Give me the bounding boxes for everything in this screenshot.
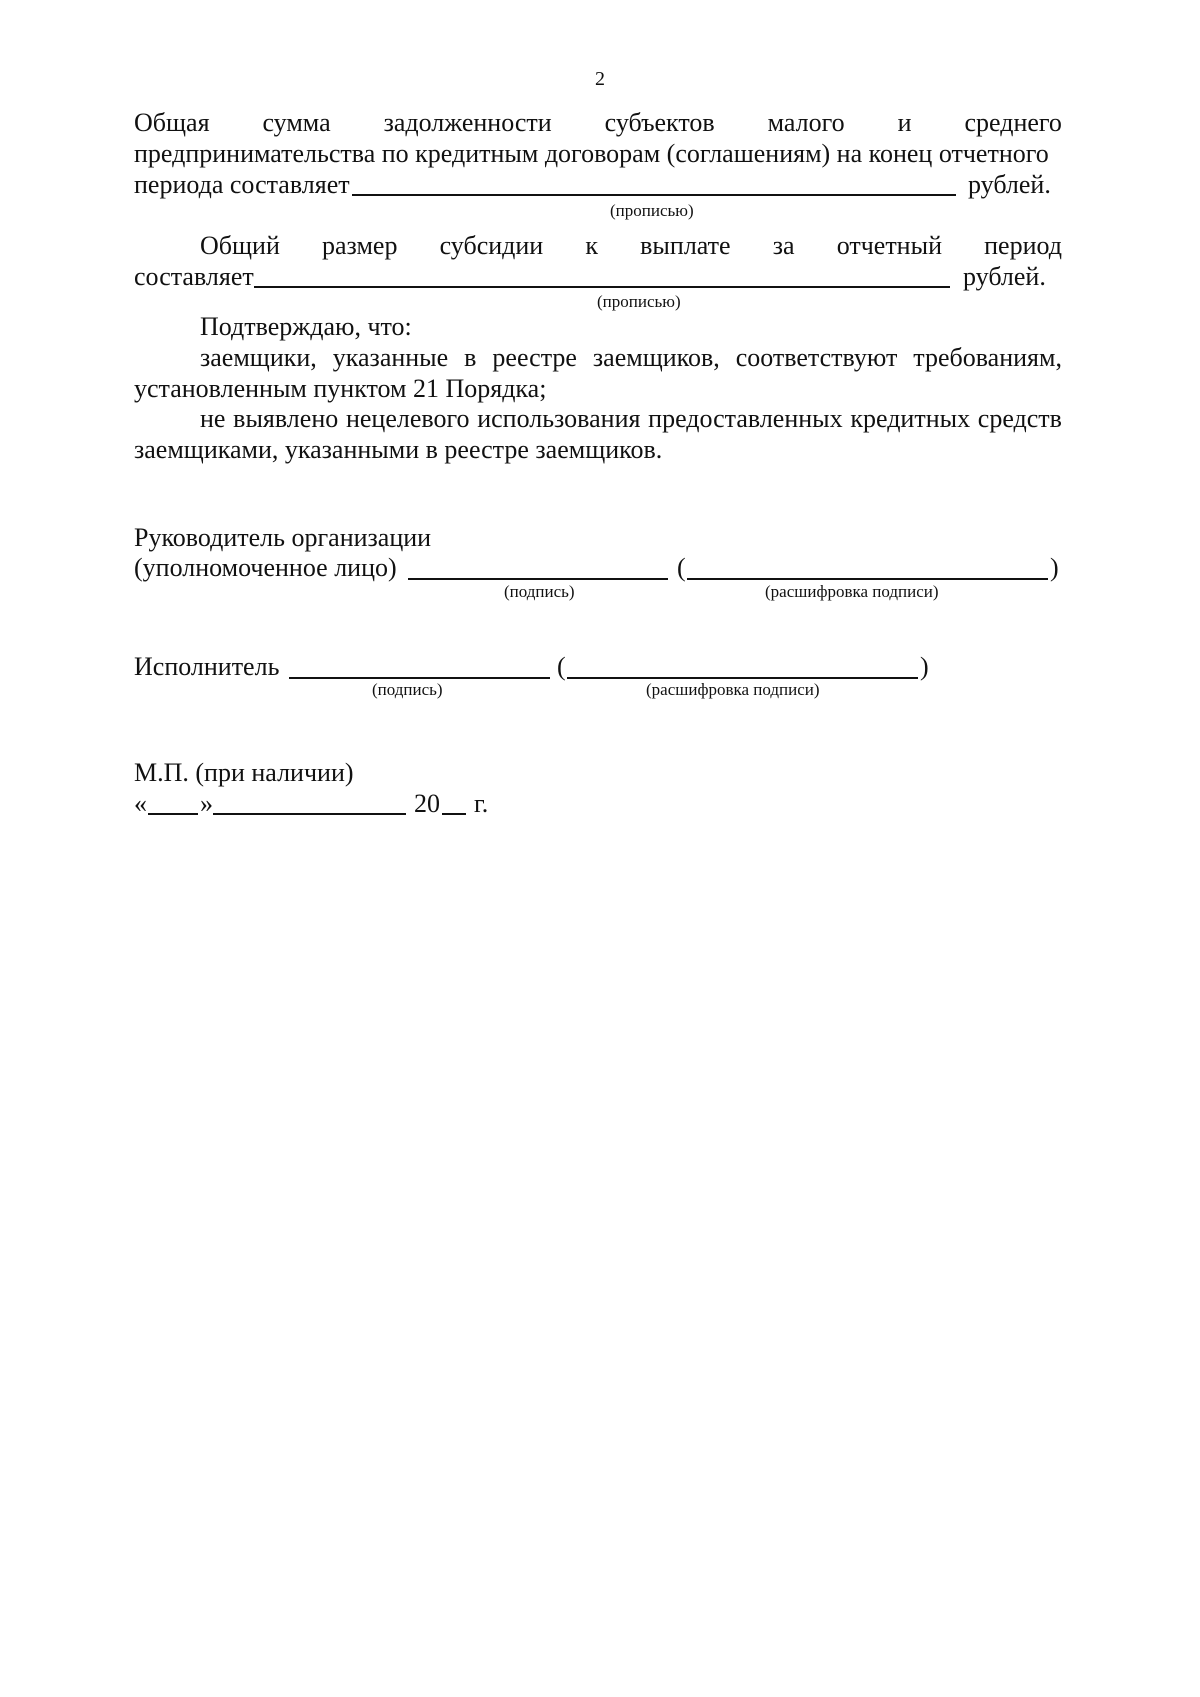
subsidy-word: отчетный <box>836 231 942 260</box>
date-quote-close: » <box>200 789 213 818</box>
confirmation-item-1-line-1 <box>200 343 1062 373</box>
confirmation-item-1-line-2: установленным пунктом 21 Порядка; <box>134 374 547 403</box>
confirmation-word: не <box>200 404 226 433</box>
subsidy-unit: рублей. <box>963 262 1046 291</box>
head-decode-line[interactable] <box>687 578 1048 580</box>
confirmation-word: в <box>464 343 477 372</box>
date-month-line[interactable] <box>213 813 406 815</box>
executor-close-paren: ) <box>920 652 929 681</box>
subsidy-hint: (прописью) <box>597 292 681 311</box>
confirmation-word: предоставленных <box>648 404 843 433</box>
debt-word: задолженности <box>383 108 552 137</box>
head-title-line-1: Руководитель организации <box>134 523 432 552</box>
executor-decode-hint: (расшифровка подписи) <box>646 680 820 699</box>
debt-unit: рублей. <box>968 170 1051 199</box>
subsidy-word: Общий <box>200 231 280 260</box>
subsidy-word: субсидии <box>439 231 544 260</box>
debt-line-1 <box>134 108 1062 138</box>
subsidy-word: размер <box>322 231 398 260</box>
subsidy-word: за <box>772 231 795 260</box>
confirmation-word: заемщиков, <box>592 343 720 372</box>
confirmation-item-2-line-2: заемщиками, указанными в реестре заемщиков. <box>134 435 663 464</box>
date-year-line[interactable] <box>442 813 466 815</box>
confirmation-word: средств <box>977 404 1062 433</box>
subsidy-amount-line[interactable] <box>254 286 950 288</box>
head-open-paren: ( <box>677 553 686 582</box>
debt-word: среднего <box>964 108 1062 137</box>
debt-line-2: предпринимательства по кредитным договорам (соглашениям) на конец отчетного <box>134 139 1049 168</box>
date-year-prefix: 20 <box>414 789 440 818</box>
confirmation-item-2-line-1 <box>200 404 1062 434</box>
stamp-label: М.П. (при наличии) <box>134 758 354 787</box>
confirmation-word: кредитных <box>850 404 971 433</box>
head-signature-hint: (подпись) <box>504 582 575 601</box>
debt-word: малого <box>767 108 845 137</box>
head-title-line-2: (уполномоченное лицо) <box>134 553 397 582</box>
date-quote-open: « <box>134 789 147 818</box>
page-number: 2 <box>595 68 605 90</box>
date-year-suffix: г. <box>474 789 489 818</box>
head-decode-hint: (расшифровка подписи) <box>765 582 939 601</box>
subsidy-line-2-prefix: составляет <box>134 262 254 291</box>
subsidy-word: выплате <box>640 231 731 260</box>
confirmation-word: указанные <box>332 343 449 372</box>
subsidy-word: к <box>585 231 598 260</box>
debt-hint: (прописью) <box>610 201 694 220</box>
executor-decode-line[interactable] <box>567 677 918 679</box>
confirmation-word: использования <box>477 404 641 433</box>
debt-word: Общая <box>134 108 210 137</box>
confirmation-word: выявлено <box>233 404 339 433</box>
debt-word: сумма <box>262 108 331 137</box>
subsidy-line-1 <box>200 231 1062 261</box>
confirmation-word: заемщики, <box>200 343 317 372</box>
executor-signature-line[interactable] <box>289 677 550 679</box>
head-close-paren: ) <box>1050 553 1059 582</box>
confirmation-word: требованиям, <box>913 343 1062 372</box>
debt-line-3-prefix: периода составляет <box>134 170 350 199</box>
subsidy-word: период <box>984 231 1062 260</box>
confirmation-word: нецелевого <box>345 404 470 433</box>
debt-word: и <box>897 108 912 137</box>
confirmation-word: соответствуют <box>735 343 898 372</box>
date-day-line[interactable] <box>148 813 198 815</box>
executor-open-paren: ( <box>557 652 566 681</box>
executor-title: Исполнитель <box>134 652 280 681</box>
debt-amount-line[interactable] <box>352 194 956 196</box>
confirmation-word: реестре <box>492 343 577 372</box>
confirmation-heading: Подтверждаю, что: <box>200 312 412 341</box>
executor-signature-hint: (подпись) <box>372 680 443 699</box>
debt-word: субъектов <box>604 108 715 137</box>
head-signature-line[interactable] <box>408 578 668 580</box>
